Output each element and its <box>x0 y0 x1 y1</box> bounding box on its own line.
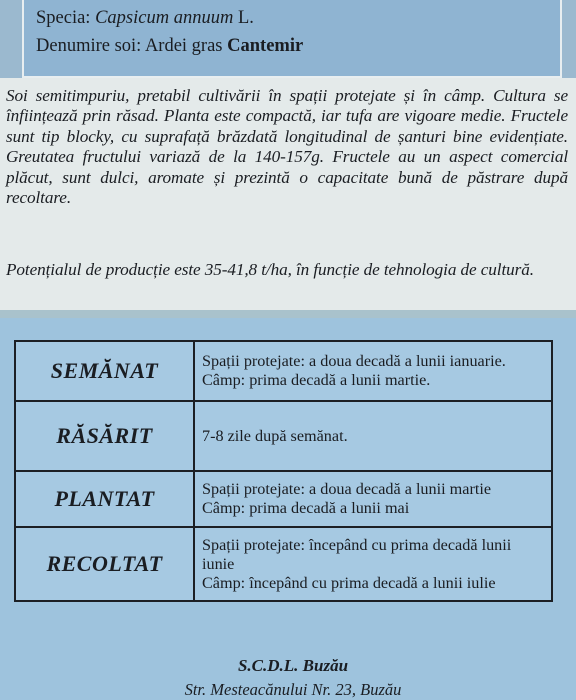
institution-address: Str. Mesteacănului Nr. 23, Buzău <box>184 680 402 699</box>
schedule-table <box>14 340 553 602</box>
description-panel <box>0 78 576 310</box>
species-name: Capsicum annuum <box>95 8 234 28</box>
top-right-strip <box>562 0 576 78</box>
variety-type: Ardei gras <box>144 36 223 56</box>
species-author: L. <box>237 8 254 28</box>
species-label: Specia: <box>36 8 91 28</box>
variety-line <box>36 36 303 57</box>
row-label: PLANTAT <box>16 472 195 526</box>
detail-line: Spații protejate: a doua decadă a lunii martie <box>202 480 492 498</box>
row-details <box>202 342 545 400</box>
table-row <box>16 472 551 528</box>
detail-line: Câmp: începând cu prima decadă a lunii iulie <box>202 573 496 592</box>
table-row <box>16 342 551 402</box>
row-details <box>202 472 545 526</box>
row-details <box>202 528 545 600</box>
row-label: RĂSĂRIT <box>16 402 195 470</box>
row-label: SEMĂNAT <box>16 342 195 400</box>
detail-line: Câmp: prima decadă a lunii martie. <box>202 371 431 389</box>
row-details <box>202 402 545 470</box>
description-paragraph-2: Potențialul de producție este 35-41,8 t/ha, în funcție de tehnologia de cultură. <box>6 260 534 279</box>
description-paragraph-1: Soi semitimpuriu, pretabil cultivării în spații protejate și în câmp. Cultura se înființează prin răsad. Planta este compactă, iar tufa are vigoare medie. Fructele sunt tip blocky, cu suprafață brăzdată longitudinal de șanturi bine evidențiate. Greutatea fructului variază de la 140-157g. Fructele au un aspect comercial plăcut, sunt dulci, aromate și prezintă o capacitate bună de păstrare după recoltare. <box>6 86 568 208</box>
variety-label: Denumire soi: <box>36 36 142 56</box>
detail-line: 7-8 zile după semănat. <box>202 426 348 445</box>
table-row <box>16 528 551 600</box>
variety-name: Cantemir <box>227 36 304 56</box>
detail-line: Câmp: prima decadă a lunii mai <box>202 499 410 517</box>
table-row <box>16 402 551 472</box>
species-info-box <box>22 0 562 78</box>
row-label: RECOLTAT <box>16 528 195 600</box>
species-line <box>36 8 254 29</box>
detail-line: Spații protejate: începând cu prima decadă lunii iunie <box>202 535 512 573</box>
top-left-strip <box>0 0 22 78</box>
detail-line: Spații protejate: a doua decadă a lunii ianuarie. <box>202 352 506 370</box>
institution-name: S.C.D.L. Buzău <box>237 656 349 675</box>
